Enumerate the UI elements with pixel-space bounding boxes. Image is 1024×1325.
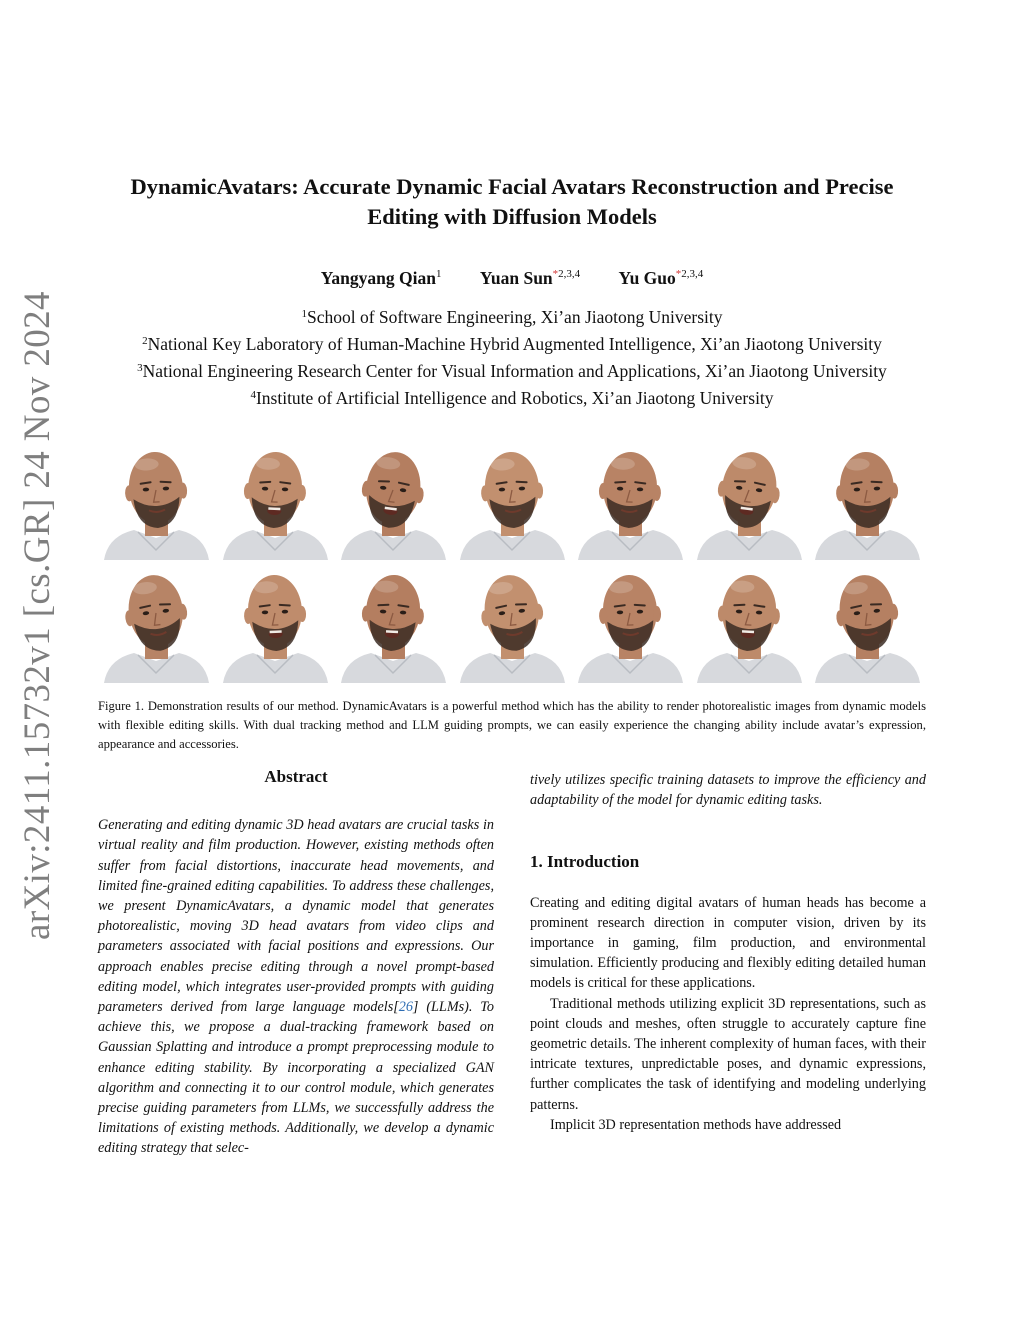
author-name: Yu Guo — [618, 268, 676, 288]
left-column — [98, 767, 494, 1159]
author-sun — [480, 268, 580, 289]
avatar-render — [809, 440, 926, 560]
abstract-continuation: tively utilizes specific training datasets to improve the efficiency and adaptability of the model for dynamic editing tasks. — [530, 772, 926, 809]
avatar-render — [454, 440, 571, 560]
intro-paragraph: Implicit 3D representation methods have addressed — [550, 1116, 842, 1133]
intro-paragraph: Creating and editing digital avatars of human heads has become a prominent research direction in computer vision, driven by its importance in gaming, film production, and environmental simulation. Efficiently producing and flexibly editing detailed human models is critical for these applications. — [530, 894, 926, 992]
paper-title — [60, 172, 964, 232]
right-column — [530, 770, 926, 1135]
author-name: Yangyang Qian — [320, 268, 436, 288]
affiliation-list — [40, 302, 984, 410]
abstract-body: Generating and editing dynamic 3D head avatars are crucial tasks in virtual reality and film production. However, existing methods often suffer from facial distortions, inaccurate head movements, and limited fine-grained editing capabilities. To address these challenges, we present DynamicAvatars, a dynamic model that generates photorealistic, moving 3D head avatars from video clips and parameters associated with facial positions and expressions. Our approach enables precise editing through a novel prompt-based editing model, which integrates user-provided prompts with guiding parameters derived from large language models[26] (LLMs). To achieve this, we propose a dual-tracking framework based on Gaussian Splatting and introduce a prompt preprocessing module to enhance editing stability. By incorporating a specialized GAN algorithm and connecting it to our control module, which generates precise guiding parameters from LLMs, we successfully address the limitations of existing methods. Additionally, we develop a dynamic editing strategy that selec- — [98, 817, 494, 1157]
section-heading-introduction: 1. Introduction — [530, 852, 640, 872]
figure-caption: Figure 1. Demonstration results of our method. DynamicAvatars is a powerful method which has the ability to render photorealistic images from dynamic models with flexible editing skills. With dual tracking method and LLM guiding prompts, we can easily experience the changing ability include avatar’s expression, appearance and accessories. — [98, 699, 926, 751]
avatar-render — [98, 563, 215, 683]
avatar-render — [335, 563, 452, 683]
author-guo — [619, 268, 704, 289]
abstract-heading: Abstract — [264, 767, 328, 786]
avatar-render — [98, 440, 215, 560]
avatar-render — [217, 440, 334, 560]
avatar-render — [454, 563, 571, 683]
avatar-render — [217, 563, 334, 683]
avatar-render — [572, 440, 689, 560]
author-name: Yuan Sun — [479, 268, 553, 288]
figure-avatar-grid — [98, 440, 926, 683]
corresponding-mark: * — [552, 268, 559, 280]
arxiv-identifier: arXiv:2411.15732v1 [cs.GR] 24 Nov 2024 — [17, 291, 58, 940]
corresponding-mark: * — [675, 268, 682, 280]
citation-link[interactable]: 26 — [398, 999, 413, 1016]
affiliation-1: $^1$School of Software Engineering, Xi’an Jiaotong University — [301, 307, 723, 327]
title-line-1: DynamicAvatars: Accurate Dynamic Facial Avatars Reconstruction and Precise — [130, 174, 894, 199]
avatar-render — [335, 440, 452, 560]
intro-paragraph: Traditional methods utilizing explicit 3D representations, such as point clouds and meshes, often struggle to accurately capture fine geometric details. The inherent complexity of human faces, with their intricate textures, unpredictable poses, and dynamic expressions, further complicates the task of identifying and modeling underlying patterns. — [530, 995, 926, 1113]
author-affil-ref: 2,3,4 — [558, 268, 581, 280]
author-affil-ref: 2,3,4 — [681, 268, 704, 280]
affiliation-4: $^4$Institute of Artificial Intelligence and Robotics, Xi’an Jiaotong University — [250, 388, 774, 408]
avatar-render — [809, 563, 926, 683]
avatar-render — [691, 563, 808, 683]
author-list — [60, 268, 964, 289]
affiliation-2: $^2$National Key Laboratory of Human-Machine Hybrid Augmented Intelligence, Xi’an Jiaotong University — [142, 334, 882, 354]
author-qian — [321, 268, 442, 289]
title-line-2: Editing with Diffusion Models — [367, 204, 657, 229]
avatar-render — [691, 440, 808, 560]
author-affil-ref: 1 — [435, 268, 442, 280]
avatar-render — [572, 563, 689, 683]
affiliation-3: $^3$National Engineering Research Center for Visual Information and Applications, Xi’an Jiaotong University — [137, 361, 887, 381]
